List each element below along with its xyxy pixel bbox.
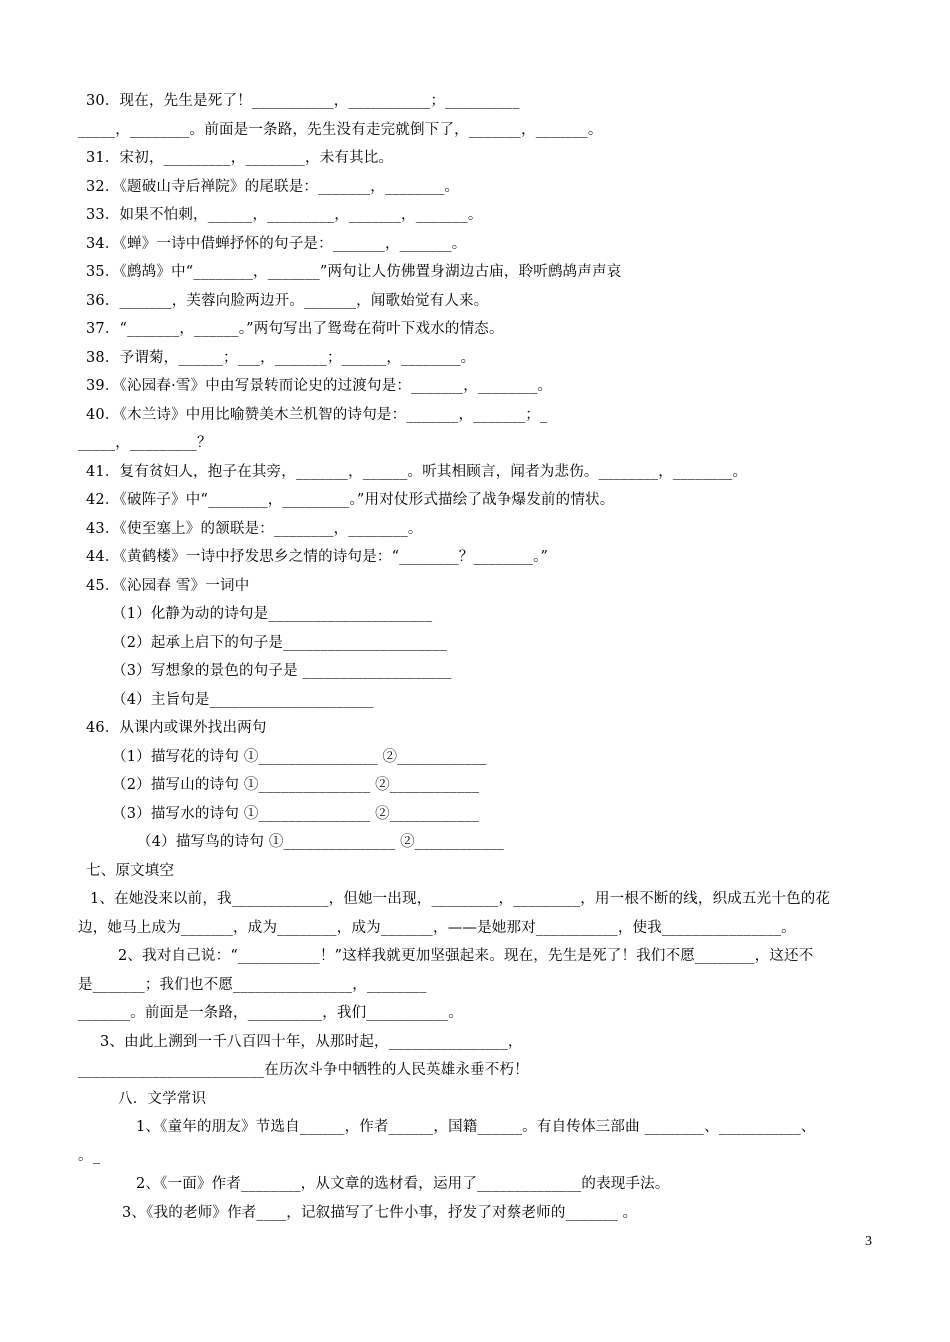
text-line: （2）描写山的诗句 ①_______________ ②____________ xyxy=(112,777,480,793)
text-line: （3）描写水的诗句 ①_______________ ②____________ xyxy=(112,806,480,822)
text-line: （2）起承上启下的句子是______________________ xyxy=(112,635,448,651)
text-line: 41．复有贫妇人，抱子在其旁，_______，______。听其相顾言，闻者为悲伤。________，________。 xyxy=(86,464,748,480)
text-line: 30．现在，先生是死了！___________，___________；__________ xyxy=(86,93,520,109)
text-line: 44．《黄鹤楼》一诗中抒发思乡之情的诗句是：“________？________。” xyxy=(86,549,549,565)
text-line: _____，________。前面是一条路，先生没有走完就倒下了，_______，_______。 xyxy=(78,122,603,138)
text-line: 35．《鹧鸪》中“________，_______”两句让人仿佛置身湖边古庙，聆听鹧鸪声声哀 xyxy=(86,264,622,280)
text-line: 2、《一面》作者________，从文章的选材看，运用了______________的表现手法。 xyxy=(136,1176,670,1192)
text-line: _____，_________？ xyxy=(78,435,212,451)
text-line: 42．《破阵子》中“________，_________。”用对仗形式描绘了战争爆发前的情状。 xyxy=(86,492,615,508)
text-line: 43．《使至塞上》的颔联是：________，________。 xyxy=(86,521,423,537)
text-line: 1、《童年的朋友》节选自______，作者______，国籍______。有自传体三部曲 ________、___________、 xyxy=(136,1119,816,1135)
text-line: 边，她马上成为_______，成为________，成为_______，——是她那对___________，使我________________。 xyxy=(78,920,796,936)
text-line: 37．“_______，______。”两句写出了鸳鸯在荷叶下戏水的情态。 xyxy=(86,321,504,337)
text-line: 31．宋初，_________，________，未有其比。 xyxy=(86,150,394,166)
text-line: 36．_______，芙蓉向脸两边开。_______，闻歌始觉有人来。 xyxy=(86,293,489,309)
text-line: 七、原文填空 xyxy=(86,863,175,879)
text-line: 。_ xyxy=(78,1148,101,1164)
text-line: 32．《题破山寺后禅院》的尾联是：_______，________。 xyxy=(86,179,460,195)
text-line: （3）写想象的景色的句子是 ____________________ xyxy=(112,663,452,679)
text-line: （4）描写鸟的诗句 ①_______________ ②____________ xyxy=(137,834,505,850)
text-line: 45．《沁园春 雪》一词中 xyxy=(86,578,250,594)
text-line: _________________________在历次斗争中牺牲的人民英雄永垂不朽！ xyxy=(78,1062,529,1078)
text-line: 八．文学常识 xyxy=(118,1091,207,1107)
text-line: 34．《蝉》一诗中借蝉抒怀的句子是：_______，_______。 xyxy=(86,236,467,252)
text-line: 3、由此上溯到一千八百四十年，从那时起，________________， xyxy=(100,1034,523,1050)
text-line: 1、在她没来以前，我_____________，但她一出现，_________，_________，用一根不断的线，织成五光十色的花 xyxy=(90,891,831,907)
text-line: 3、《我的老师》作者____，记叙描写了七件小事，抒发了对蔡老师的_______ 。 xyxy=(122,1205,638,1221)
text-line: 33．如果不怕刺，______，_________，_______，_______。 xyxy=(86,207,483,223)
text-line: _______。前面是一条路，__________，我们___________。 xyxy=(78,1005,463,1021)
text-line: 46．从课内或课外找出两句 xyxy=(86,720,267,736)
text-line: （4）主旨句是______________________ xyxy=(112,692,374,708)
text-line: （1）化静为动的诗句是______________________ xyxy=(112,606,433,622)
text-line: 2、我对自己说：“___________！”这样我就更加坚强起来。现在，先生是死了！我们不愿________，这还不 xyxy=(118,948,814,964)
text-line: 40．《木兰诗》中用比喻赞美木兰机智的诗句是：_______，_______；_ xyxy=(86,407,548,423)
text-line: （1）描写花的诗句 ①________________ ②____________ xyxy=(112,749,487,765)
page-number: 3 xyxy=(865,1234,872,1249)
text-line: 38．予谓菊，______；___，_______；______，________。 xyxy=(86,350,476,366)
text-line: 是_______；我们也不愿________________，________ xyxy=(78,977,427,993)
text-line: 39．《沁园春·雪》中由写景转而论史的过渡句是：_______，________。 xyxy=(86,378,553,394)
